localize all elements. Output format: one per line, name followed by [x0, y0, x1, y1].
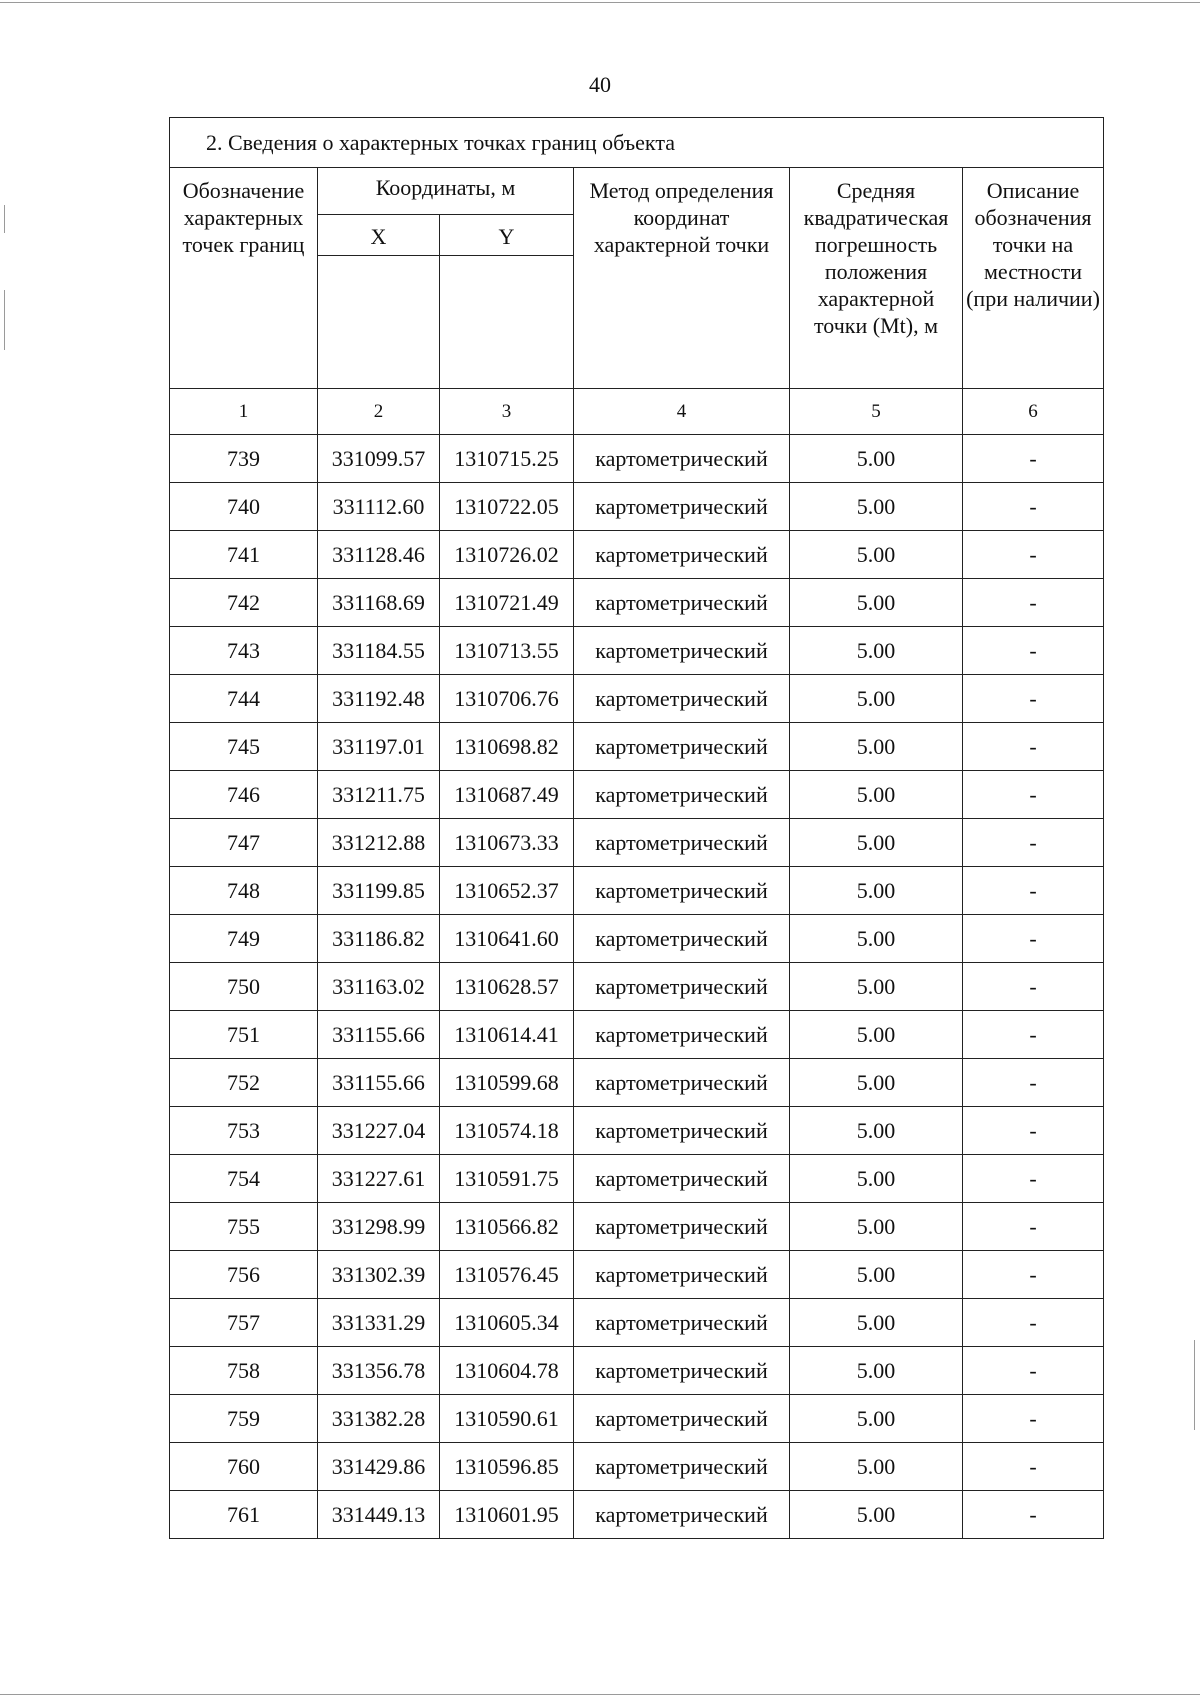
- description-cell: -: [963, 1107, 1104, 1155]
- method-cell: картометрический: [574, 1491, 790, 1539]
- table-row: [170, 531, 1104, 579]
- error-cell: 5.00: [790, 723, 963, 771]
- method-cell: картометрический: [574, 819, 790, 867]
- coord-y-cell: 1310604.78: [440, 1347, 574, 1395]
- method-cell: картометрический: [574, 771, 790, 819]
- error-cell: 5.00: [790, 627, 963, 675]
- description-cell: -: [963, 579, 1104, 627]
- method-cell: картометрический: [574, 1251, 790, 1299]
- coord-y-cell: 1310628.57: [440, 963, 574, 1011]
- point-id-cell: 761: [170, 1491, 318, 1539]
- method-cell: картометрический: [574, 531, 790, 579]
- description-cell: -: [963, 1155, 1104, 1203]
- error-cell: 5.00: [790, 531, 963, 579]
- coord-x-cell: 331227.61: [318, 1155, 440, 1203]
- table-row: [170, 675, 1104, 723]
- coord-y-cell: 1310601.95: [440, 1491, 574, 1539]
- table-row: [170, 1299, 1104, 1347]
- coord-y-cell: 1310576.45: [440, 1251, 574, 1299]
- coord-x-cell: 331298.99: [318, 1203, 440, 1251]
- header-y: Y: [440, 215, 574, 256]
- description-cell: -: [963, 1251, 1104, 1299]
- error-cell: 5.00: [790, 1155, 963, 1203]
- coord-y-cell: 1310713.55: [440, 627, 574, 675]
- point-id-cell: 752: [170, 1059, 318, 1107]
- description-cell: -: [963, 627, 1104, 675]
- coord-y-cell: 1310715.25: [440, 435, 574, 483]
- table-row: [170, 819, 1104, 867]
- coord-x-cell: 331112.60: [318, 483, 440, 531]
- table-row: [170, 1395, 1104, 1443]
- coord-x-cell: 331449.13: [318, 1491, 440, 1539]
- point-id-cell: 755: [170, 1203, 318, 1251]
- coord-y-cell: 1310599.68: [440, 1059, 574, 1107]
- method-cell: картометрический: [574, 1203, 790, 1251]
- description-cell: -: [963, 1059, 1104, 1107]
- coord-y-cell: 1310706.76: [440, 675, 574, 723]
- table-row: [170, 1491, 1104, 1539]
- coord-y-cell: 1310641.60: [440, 915, 574, 963]
- header-coordinates: Координаты, м: [318, 168, 574, 215]
- method-cell: картометрический: [574, 1395, 790, 1443]
- error-cell: 5.00: [790, 1203, 963, 1251]
- description-cell: -: [963, 1347, 1104, 1395]
- coord-y-cell: 1310687.49: [440, 771, 574, 819]
- error-cell: 5.00: [790, 1299, 963, 1347]
- table-row: [170, 723, 1104, 771]
- method-cell: картометрический: [574, 915, 790, 963]
- description-cell: -: [963, 915, 1104, 963]
- coord-x-cell: 331227.04: [318, 1107, 440, 1155]
- point-id-cell: 750: [170, 963, 318, 1011]
- scan-left-mark: [4, 205, 5, 233]
- point-id-cell: 746: [170, 771, 318, 819]
- coord-x-cell: 331192.48: [318, 675, 440, 723]
- coord-y-cell: 1310590.61: [440, 1395, 574, 1443]
- table-row: [170, 867, 1104, 915]
- table-row: [170, 435, 1104, 483]
- error-cell: 5.00: [790, 1059, 963, 1107]
- table-row: [170, 963, 1104, 1011]
- point-id-cell: 751: [170, 1011, 318, 1059]
- column-number-row: [170, 389, 1104, 435]
- coord-y-cell: 1310605.34: [440, 1299, 574, 1347]
- page-number: 40: [589, 72, 611, 97]
- coord-y-cell: 1310566.82: [440, 1203, 574, 1251]
- table-row: [170, 579, 1104, 627]
- coord-y-cell: 1310722.05: [440, 483, 574, 531]
- coord-x-cell: 331155.66: [318, 1059, 440, 1107]
- scan-left-mark: [4, 290, 5, 350]
- method-cell: картометрический: [574, 483, 790, 531]
- scan-top-edge: [0, 2, 1200, 3]
- error-cell: 5.00: [790, 1491, 963, 1539]
- table-row: [170, 1443, 1104, 1491]
- error-cell: 5.00: [790, 963, 963, 1011]
- coord-y-cell: 1310596.85: [440, 1443, 574, 1491]
- coord-x-cell: 331186.82: [318, 915, 440, 963]
- column-number: 4: [574, 389, 790, 435]
- coord-x-cell: 331211.75: [318, 771, 440, 819]
- table-row: [170, 627, 1104, 675]
- coord-x-cell: 331199.85: [318, 867, 440, 915]
- table-row: [170, 1203, 1104, 1251]
- error-cell: 5.00: [790, 1395, 963, 1443]
- column-number: 3: [440, 389, 574, 435]
- description-cell: -: [963, 819, 1104, 867]
- description-cell: -: [963, 771, 1104, 819]
- coord-y-cell: 1310591.75: [440, 1155, 574, 1203]
- table-row: [170, 1059, 1104, 1107]
- table-row: [170, 771, 1104, 819]
- method-cell: картометрический: [574, 1155, 790, 1203]
- error-cell: 5.00: [790, 1347, 963, 1395]
- point-id-cell: 749: [170, 915, 318, 963]
- coord-x-cell: 331331.29: [318, 1299, 440, 1347]
- method-cell: картометрический: [574, 1011, 790, 1059]
- point-id-cell: 757: [170, 1299, 318, 1347]
- description-cell: -: [963, 1443, 1104, 1491]
- description-cell: -: [963, 531, 1104, 579]
- method-cell: картометрический: [574, 963, 790, 1011]
- table-row: [170, 1251, 1104, 1299]
- error-cell: 5.00: [790, 915, 963, 963]
- column-number: 2: [318, 389, 440, 435]
- coord-y-cell: 1310574.18: [440, 1107, 574, 1155]
- error-cell: 5.00: [790, 771, 963, 819]
- method-cell: картометрический: [574, 1443, 790, 1491]
- error-cell: 5.00: [790, 1251, 963, 1299]
- error-cell: 5.00: [790, 1011, 963, 1059]
- description-cell: -: [963, 675, 1104, 723]
- point-id-cell: 740: [170, 483, 318, 531]
- coord-x-cell: 331128.46: [318, 531, 440, 579]
- header-error: Средняя квадратическая погрешность положения характерной точки (Mt), м: [790, 168, 963, 389]
- method-cell: картометрический: [574, 1299, 790, 1347]
- error-cell: 5.00: [790, 675, 963, 723]
- scan-right-mark: [1194, 1340, 1195, 1430]
- point-id-cell: 760: [170, 1443, 318, 1491]
- method-cell: картометрический: [574, 579, 790, 627]
- method-cell: картометрический: [574, 675, 790, 723]
- coord-x-cell: 331356.78: [318, 1347, 440, 1395]
- description-cell: -: [963, 1395, 1104, 1443]
- coord-x-cell: 331168.69: [318, 579, 440, 627]
- coord-x-cell: 331163.02: [318, 963, 440, 1011]
- scan-bottom-edge: [0, 1694, 1200, 1695]
- table-row: [170, 1107, 1104, 1155]
- method-cell: картометрический: [574, 1347, 790, 1395]
- header-designation: Обозначение характерных точек границ: [170, 168, 318, 389]
- column-number: 6: [963, 389, 1104, 435]
- point-id-cell: 756: [170, 1251, 318, 1299]
- coord-x-cell: 331099.57: [318, 435, 440, 483]
- description-cell: -: [963, 435, 1104, 483]
- description-cell: -: [963, 963, 1104, 1011]
- column-number: 5: [790, 389, 963, 435]
- error-cell: 5.00: [790, 867, 963, 915]
- point-id-cell: 754: [170, 1155, 318, 1203]
- point-id-cell: 742: [170, 579, 318, 627]
- point-id-cell: 759: [170, 1395, 318, 1443]
- section-title: 2. Сведения о характерных точках границ объекта: [170, 118, 1104, 168]
- coord-y-cell: 1310652.37: [440, 867, 574, 915]
- coord-x-cell: 331302.39: [318, 1251, 440, 1299]
- description-cell: -: [963, 1491, 1104, 1539]
- description-cell: -: [963, 1203, 1104, 1251]
- error-cell: 5.00: [790, 1443, 963, 1491]
- description-cell: -: [963, 483, 1104, 531]
- coord-x-cell: 331212.88: [318, 819, 440, 867]
- point-id-cell: 753: [170, 1107, 318, 1155]
- point-id-cell: 744: [170, 675, 318, 723]
- method-cell: картометрический: [574, 435, 790, 483]
- header-method: Метод определения координат характерной точки: [574, 168, 790, 389]
- error-cell: 5.00: [790, 1107, 963, 1155]
- coord-x-cell: 331429.86: [318, 1443, 440, 1491]
- point-id-cell: 747: [170, 819, 318, 867]
- coord-y-cell: 1310721.49: [440, 579, 574, 627]
- coord-y-cell: 1310698.82: [440, 723, 574, 771]
- header-x-spacer: [318, 256, 440, 389]
- error-cell: 5.00: [790, 579, 963, 627]
- coord-y-cell: 1310673.33: [440, 819, 574, 867]
- coord-y-cell: 1310726.02: [440, 531, 574, 579]
- point-id-cell: 739: [170, 435, 318, 483]
- table-row: [170, 1155, 1104, 1203]
- point-id-cell: 745: [170, 723, 318, 771]
- method-cell: картометрический: [574, 867, 790, 915]
- point-id-cell: 743: [170, 627, 318, 675]
- table-row: [170, 483, 1104, 531]
- coord-y-cell: 1310614.41: [440, 1011, 574, 1059]
- description-cell: -: [963, 1011, 1104, 1059]
- header-y-spacer: [440, 256, 574, 389]
- error-cell: 5.00: [790, 435, 963, 483]
- method-cell: картометрический: [574, 627, 790, 675]
- point-id-cell: 748: [170, 867, 318, 915]
- method-cell: картометрический: [574, 723, 790, 771]
- error-cell: 5.00: [790, 483, 963, 531]
- coord-x-cell: 331382.28: [318, 1395, 440, 1443]
- error-cell: 5.00: [790, 819, 963, 867]
- header-x: X: [318, 215, 440, 256]
- table-row: [170, 1011, 1104, 1059]
- header-description: Описание обозначения точки на местности (при наличии): [963, 168, 1104, 389]
- coord-x-cell: 331184.55: [318, 627, 440, 675]
- description-cell: -: [963, 1299, 1104, 1347]
- coord-x-cell: 331197.01: [318, 723, 440, 771]
- description-cell: -: [963, 723, 1104, 771]
- method-cell: картометрический: [574, 1059, 790, 1107]
- method-cell: картометрический: [574, 1107, 790, 1155]
- column-number: 1: [170, 389, 318, 435]
- point-id-cell: 758: [170, 1347, 318, 1395]
- description-cell: -: [963, 867, 1104, 915]
- coord-x-cell: 331155.66: [318, 1011, 440, 1059]
- boundary-points-table: [169, 117, 1104, 1539]
- table-row: [170, 1347, 1104, 1395]
- point-id-cell: 741: [170, 531, 318, 579]
- table-row: [170, 915, 1104, 963]
